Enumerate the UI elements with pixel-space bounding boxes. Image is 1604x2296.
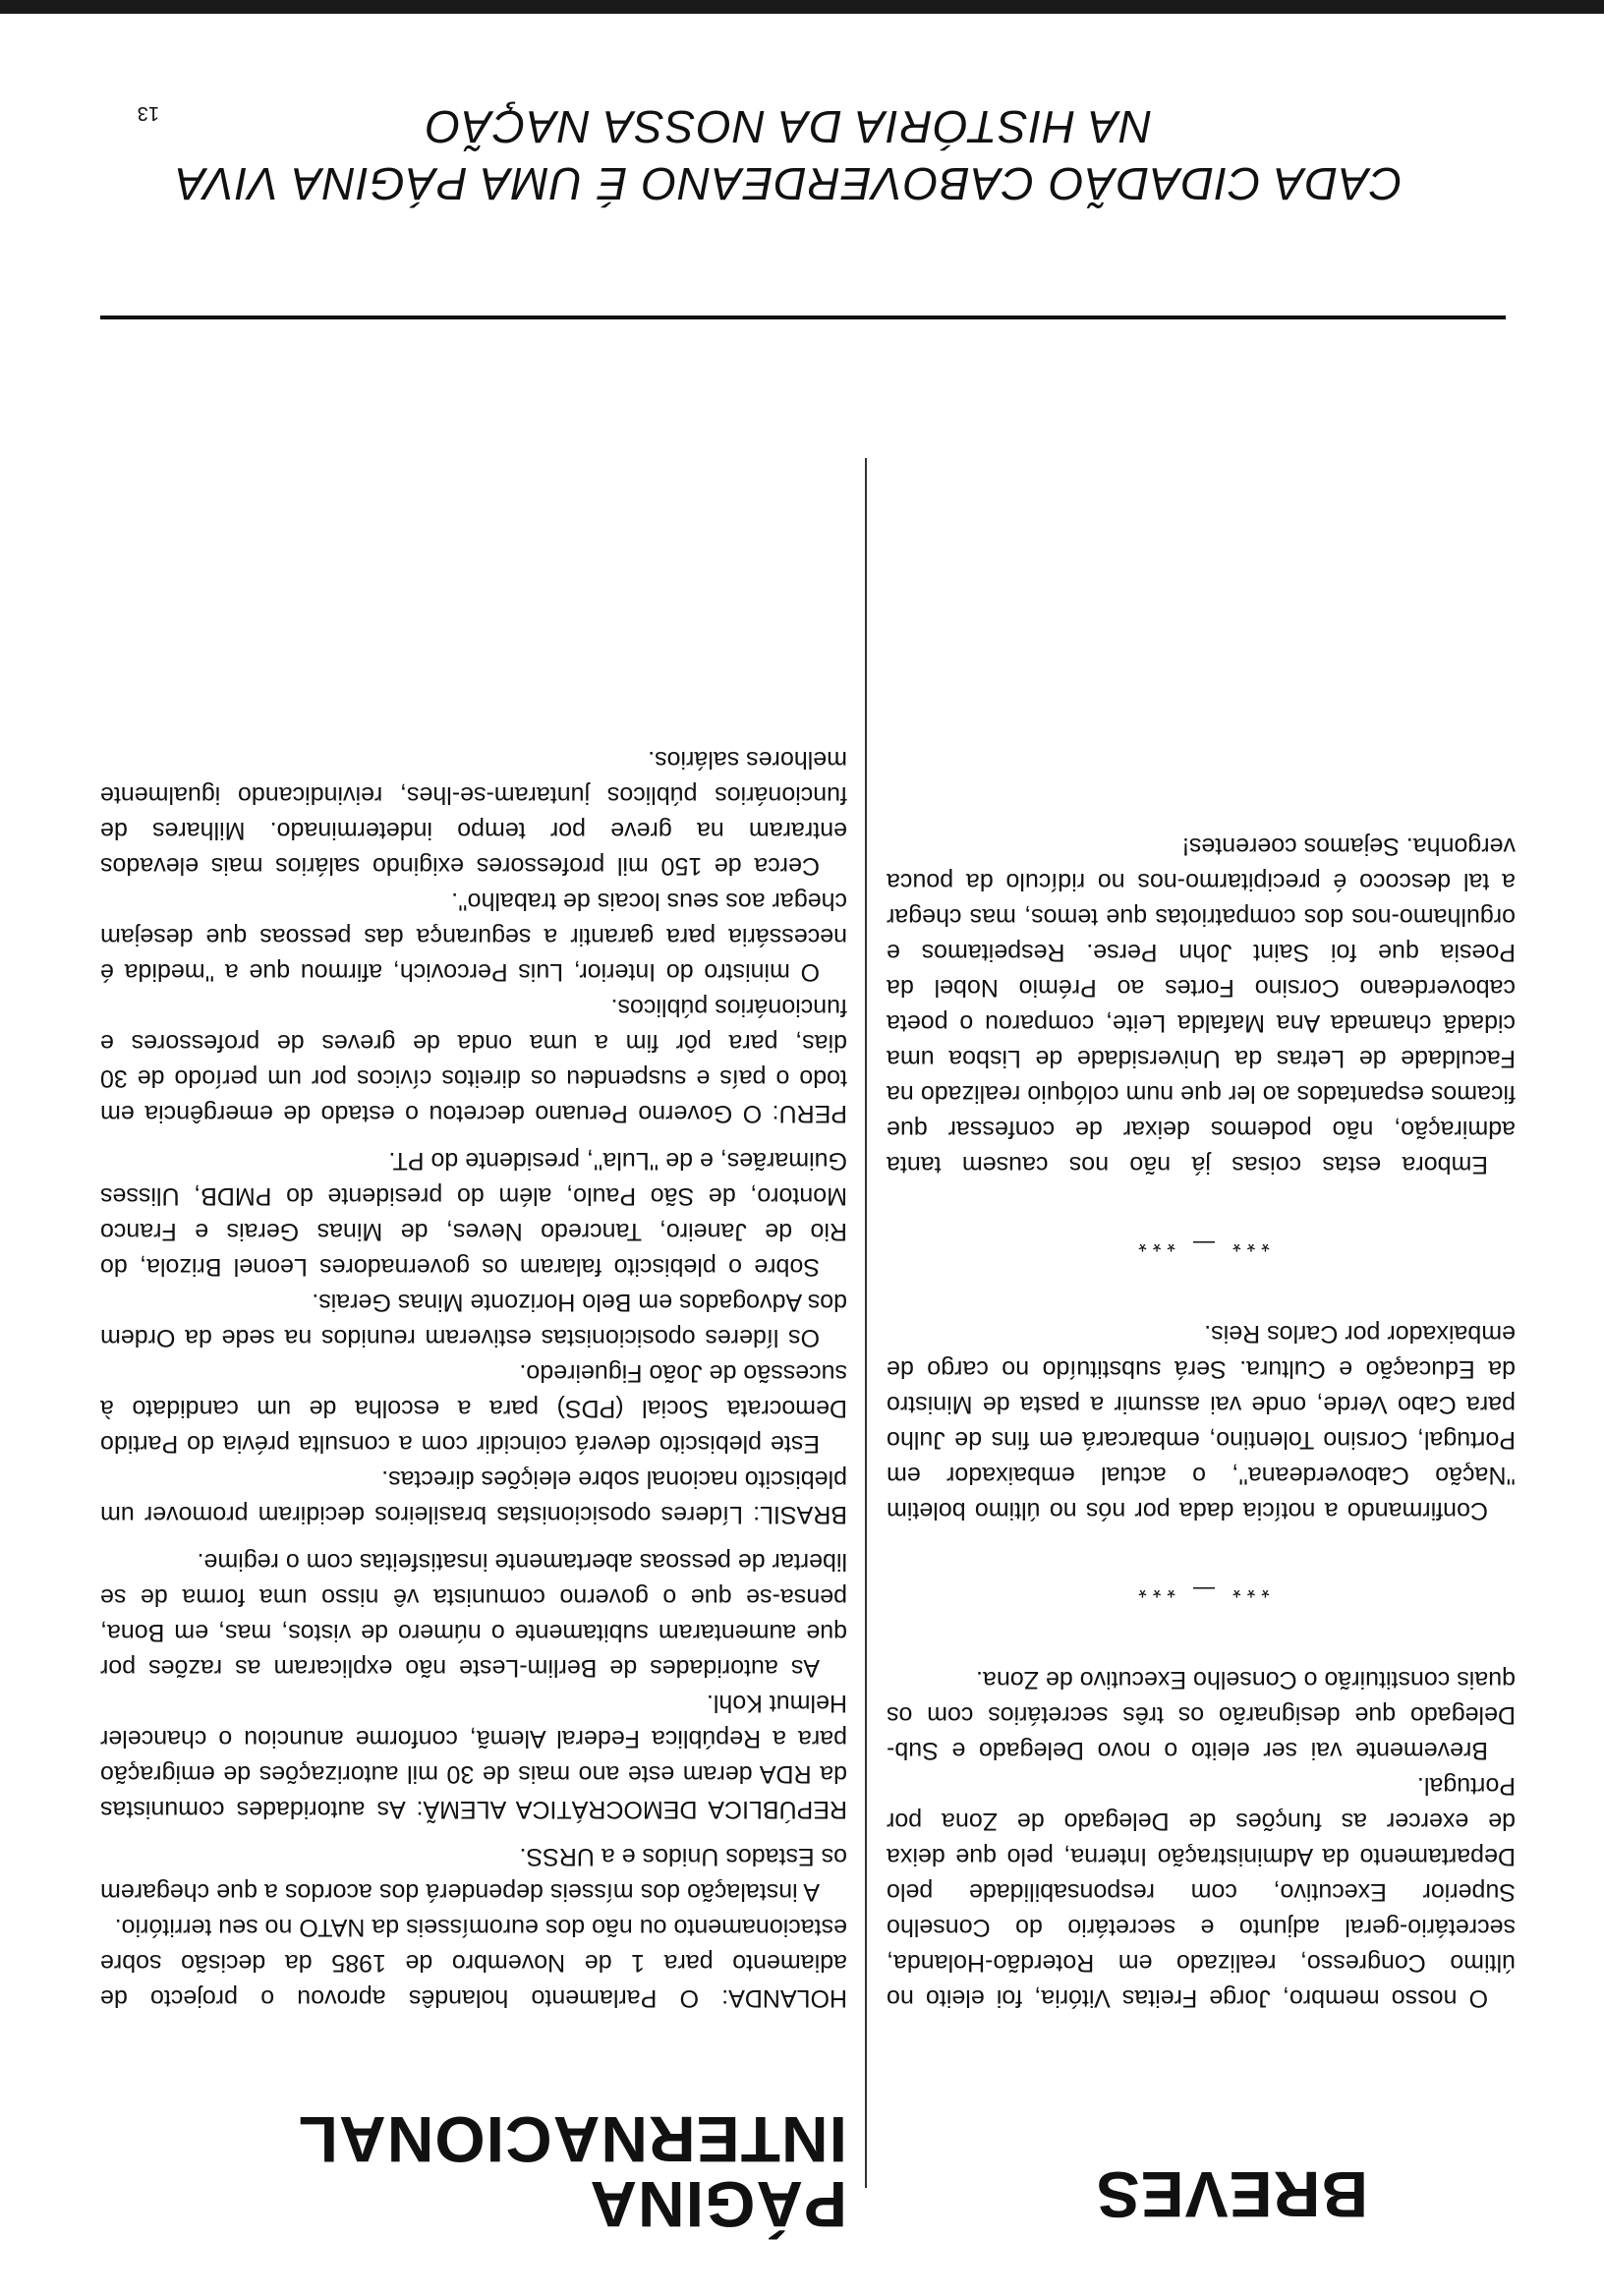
paragraph-peru-2: O ministro do Interior, Luis Percovich, afirmou que a ''medida é necessária para garantir a segurança das pessoas que desejam chegar aos seus locais de trabalho''. <box>100 888 847 986</box>
header-line-2: NA HISTÓRIA DA NOSSA NAÇÃO <box>425 101 1152 152</box>
paragraph-rda-2: As autoridades de Berlim-Leste não explicaram as razões por que aumentaram subitamente o número de vistos, mas, em Bona, pensa-se que o governo comunista vê nisso uma forma de se libertar de pessoas abertamente insatisfeitas com o regime. <box>100 1548 847 1682</box>
title-line-1: PÁGINA <box>589 2168 847 2241</box>
scan-edge <box>0 0 1604 14</box>
column-divider <box>865 458 867 2188</box>
title-breves: BREVES <box>1095 2158 1368 2231</box>
title-line-2: INTERNACIONAL <box>297 2103 847 2176</box>
column-breves <box>887 829 1516 2016</box>
paragraph-holanda: HOLANDA: O Parlamento holandês aprovou o projecto de adiamento para 1 de Novembro de 1985 da decisão sobre estacionamento ou não dos euromísseis da NATO no seu território. <box>100 1914 847 2012</box>
header-rule <box>100 316 1506 319</box>
paragraph-peru: PERU: O Governo Peruano decretou o estado de emergência em todo o país e suspendeu os direitos cívicos por um período de 30 dias, para pôr fim a uma onda de greves de professores e funcionários públicos. <box>100 994 847 1127</box>
paragraph-breves-4: Embora estas coisas já não nos causem tanta admiração, não podemos deixar de confessar que ficamos espantados ao ler que num colóquio realizado na Faculdade de Letras da Universidade de Lisboa uma cidadã chamada Ana Mafalda Leite, comparou o poeta caboverdeano Corsino Fortes ao Prémio Nobel da Poesia que foi Saint John Perse. Respeitamos e orgulhamo-nos dos compatriotas que temos, mas chegar a tal descoco é precipitarmo-nos no ridículo da pouca vergonha. Sejamos coerentes! <box>887 832 1516 1178</box>
paragraph-brasil-4: Sobre o plebiscito falaram os governadores Leonel Brizola, do Rio de Janeiro, Tancredo Neves, de Minas Gerais e Franco Montoro, de São Paulo, além do presidente do PMDB, Ulisses Guimarães, e de ''Lula'', presidente do PT. <box>100 1147 847 1281</box>
paragraph-rda: REPÚBLICA DEMOCRÁTICA ALEMÃ: As autoridades comunistas da RDA deram este ano mais de 30 mil autorizações de emigração para a República Federal Alemã, conforme anunciou o chanceler Helmut Kohl. <box>100 1690 847 1823</box>
header-line-1: CADA CIDADÃO CABOVERDEANO É UMA PÁGINA VIVA <box>174 158 1403 209</box>
page-header <box>76 98 1501 212</box>
page-number: 13 <box>137 102 159 124</box>
section-title-breves <box>877 2158 1368 2231</box>
separator: *** — *** <box>1132 1232 1270 1256</box>
paragraph-brasil: BRASIL: Líderes oposicionistas brasileiros decidiram promover um plebiscito nacional sobre eleições directas. <box>100 1465 847 1528</box>
paragraph-breves-3: Confirmando a notícia dada por nós no último boletim ''Nação Caboverdeana'', o actual embaixador em Portugal, Corsino Tolentino, embarcará em fins de Julho para Cabo Verde, onde vai assumir a pasta de Ministro da Educação e Cultura. Será substituído no cargo de embaixador por Carlos Reis. <box>887 1320 1516 1524</box>
paragraph-breves-1: O nosso membro, Jorge Freitas Vitória, foi eleito no último Congresso, realizado em Roterdão-Holanda, secretário-geral adjunto e secretário do Conselho Superior Executivo, com responsabilidade pelo Departamento da Administração Interna, pelo que deixa de exercer as funções de Delegado de Zona por Portugal. <box>887 1772 1516 2012</box>
paragraph-brasil-3: Os líderes oposicionistas estiveram reunidos na sede da Ordem dos Advogados em Belo Horizonte Minas Gerais. <box>100 1289 847 1351</box>
separator: *** — *** <box>1132 1578 1270 1602</box>
paragraph-brasil-2: Este plebiscito deverá coincidir com a consulta prévia do Partido Democrata Social (PDS) para a escolha de um candidato à sucessão de João Figueiredo. <box>100 1359 847 1458</box>
section-title-pagina-internacional <box>159 2103 847 2241</box>
paragraph-holanda-2: A instalação dos mísseis dependerá dos acordos a que chegarem os Estados Unidos e a URSS. <box>100 1843 847 1906</box>
column-pagina-internacional <box>100 742 847 2016</box>
paragraph-peru-3: Cerca de 150 mil professores exigindo salários mais elevados entraram na greve por tempo indeterminado. Milhares de funcionários públicos juntaram-se-lhes, reivindicando igualmente melhores salários. <box>100 746 847 880</box>
paragraph-breves-2: Brevemente vai ser eleito o novo Delegado e Sub-Delegado que designarão os três secretários com os quais constituirão o Conselho Executivo de Zona. <box>887 1666 1516 1764</box>
